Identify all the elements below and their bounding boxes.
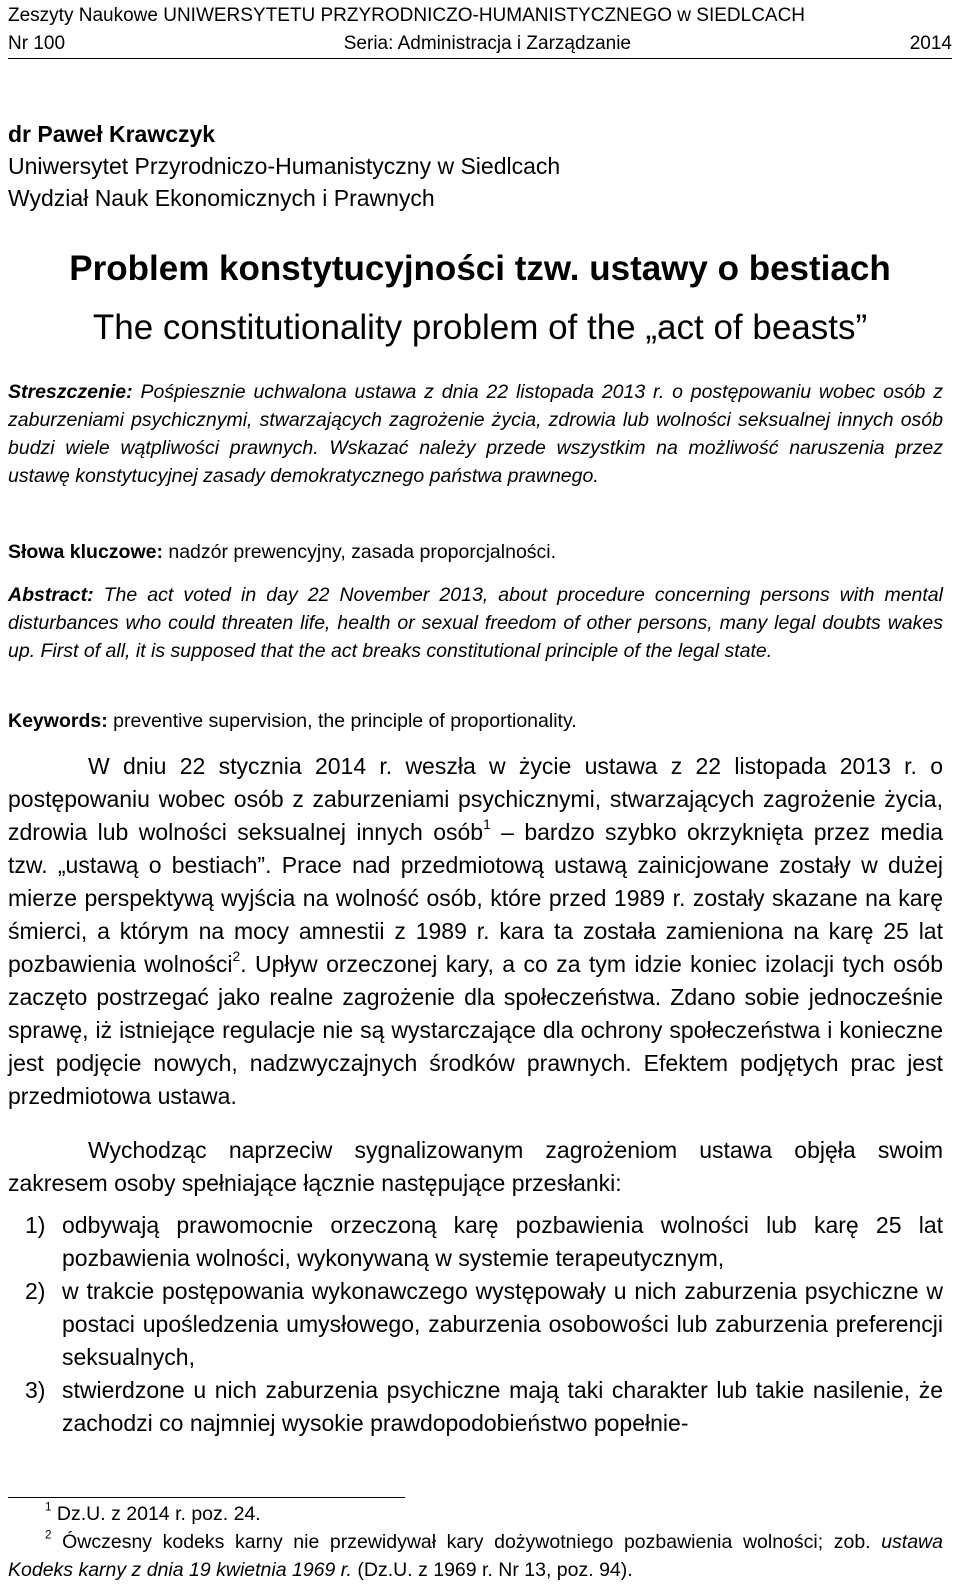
abstract-label: Abstract: [8,584,94,606]
series-name: Seria: Administracja i Zarządzanie [343,33,631,54]
author-university: Uniwersytet Przyrodniczo-Humanistyczny w Siedlcach [8,153,561,179]
streszczenie-paragraph [8,378,943,490]
journal-name: Zeszyty Naukowe UNIWERSYTETU PRZYRODNICZO-HUMANISTYCZNEGO w SIEDLCACH [8,5,806,26]
body-text-1c: . Upływ orzeczonej kary, a co za tym idzie koniec izolacji tych osób zaczęto postrzegać jako realne zagrożenie dla społeczeństwa. Zdano sobie jednocześnie sprawę, iż istniejące regulacje nie są wystarczające dla ochrony społeczeństwa i konieczne jest podjęcie nowych, nadzwyczajnych środków prawnych. Efektem podjętych prac jest przedmiotowa ustawa. [8,951,944,1109]
paper-title: Problem konstytucyjności tzw. ustawy o bestiach [69,249,891,288]
journal-year: 2014 [909,33,952,54]
body-paragraph-1 [8,750,943,1113]
footnote-text-1: Dz.U. z 2014 r. poz. 24. [51,1503,261,1525]
list-item [25,1374,943,1440]
streszczenie-text: Pośpiesznie uchwalona ustawa z dnia 22 listopada 2013 r. o postępowaniu wobec osób z zaburzeniami psychicznymi, stwarzających zagrożenie życia, zdrowia lub wolności seksualnej innych osób budzi wiele wątpliwości prawnych. Wskazać należy przede wszystkim na możliwość naruszenia przez ustawę konstytucyjnej zasady demokratycznego państwa prawnego. [8,381,943,487]
list-item [25,1209,943,1275]
footnote-text-2a: Ówczesny kodeks karny nie przewidywał kary dożywotniego pozbawienia wolności; zob. [51,1531,882,1553]
footnote-number-1: 1 [45,1500,52,1514]
abstract-text: The act voted in day 22 November 2013, about procedure concerning persons with mental disturbances who could threaten life, health or sexual freedom of other persons, many legal doubts wakes up. First of all, it is supposed that the act breaks constitutional principle of the legal state. [8,584,943,662]
footnote-2 [8,1528,943,1584]
issue-number: Nr 100 [8,33,66,54]
slowa-kluczowe-label: Słowa kluczowe: [8,541,163,563]
footnote-number-2: 2 [45,1528,52,1542]
journal-info-row [8,30,952,58]
footnote-ref-2: 2 [232,948,241,964]
list-item-text: stwierdzone u nich zaburzenia psychiczne mają taki charakter lub takie nasilenie, że zachodzi co najmniej wysokie prawdopodobieństwo popełnie- [62,1377,943,1436]
abstract-paragraph [8,581,943,665]
paper-subtitle: The constitutionality problem of the „act of beasts” [92,308,868,347]
list-item [25,1275,943,1374]
footnote-text-2-italic: ustawa Kodeks karny z dnia 19 kwietnia 1969 r. [8,1531,943,1581]
slowa-kluczowe-text: nadzór prewencyjny, zasada proporcjalności. [162,541,557,563]
list-item-number: 2) [25,1278,46,1304]
list-item-number: 3) [25,1377,46,1403]
streszczenie-label: Streszczenie: [8,381,133,403]
footnotes [8,1500,943,1584]
body-text-1b: – bardzo szybko okrzyknięta przez media tzw. „ustawą o bestiach”. Prace nad przedmiotową ustawą zainicjowane zostały w dużej mierze perspektywą wyjścia na wolność osób, które przed 1989 r. zostały skazane na karę śmierci, a którym na mocy amnestii z 1989 r. kara ta została zamieniona na karę 25 lat pozbawienia wolności [8,819,943,977]
slowa-kluczowe-paragraph [8,538,943,566]
keywords-label: Keywords: [8,710,108,732]
header-divider [8,58,952,59]
conditions-list [25,1209,943,1440]
list-item-number: 1) [25,1212,46,1238]
keywords-paragraph [8,707,943,735]
list-item-text: w trakcie postępowania wykonawczego występowały u nich zaburzenia psychiczne w postaci upośledzenia umysłowego, zaburzenia osobowości lub zaburzenia preferencji seksualnych, [62,1278,943,1370]
author-name: dr Paweł Krawczyk [8,121,216,147]
body-text-1a: W dniu 22 stycznia 2014 r. weszła w życie ustawa z 22 listopada 2013 r. o postępowaniu wobec osób z zaburzeniami psychicznymi, stwarzających zagrożenie życia, zdrowia lub wolności seksualnej innych osób [8,753,943,845]
author-block [8,118,560,214]
footnote-divider [8,1497,405,1498]
list-item-text: odbywają prawomocnie orzeczoną karę pozbawienia wolności lub karę 25 lat pozbawienia wolności, wykonywaną w systemie terapeutycznym, [62,1212,943,1271]
footnote-1 [8,1500,943,1528]
author-faculty: Wydział Nauk Ekonomicznych i Prawnych [8,185,435,211]
footnote-text-2b: (Dz.U. z 1969 r. Nr 13, poz. 94). [351,1559,633,1581]
footnote-ref-1: 1 [483,816,491,832]
journal-header [8,2,952,58]
keywords-text: preventive supervision, the principle of proportionality. [107,710,577,732]
body-paragraph-2: Wychodząc naprzeciw sygnalizowanym zagrożeniom ustawa objęła swoim zakresem osoby spełniające łącznie następujące przesłanki: [8,1137,943,1196]
